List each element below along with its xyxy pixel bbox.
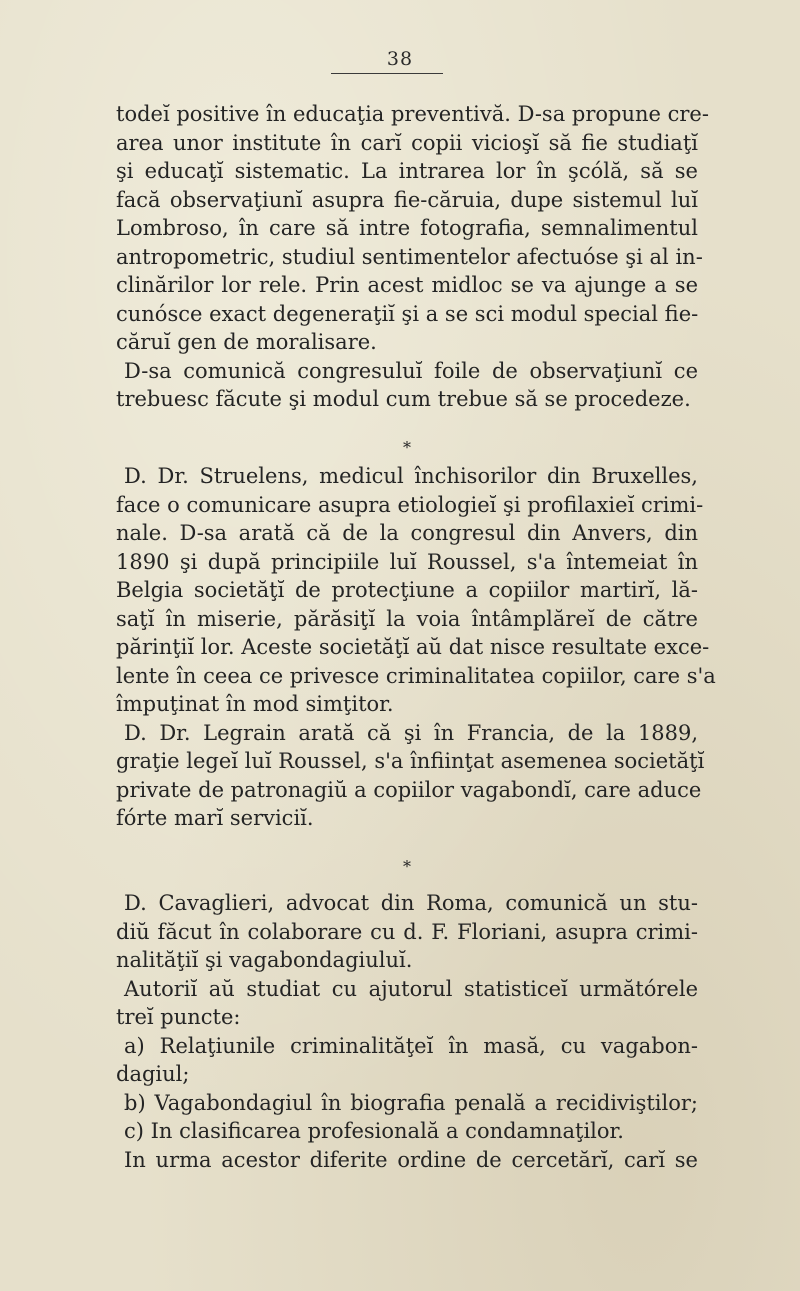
- text-line: Autoriĭ aŭ studiat cu ajutorul statisticeĭ următórele: [124, 976, 698, 1001]
- text-line: D. Dr. Struelens, medicul închisorilor din Bruxelles,: [124, 464, 698, 488]
- section-separator: *: [403, 437, 411, 457]
- text-line: private de patronagiŭ a copiilor vagabondĭ, care aduce: [116, 777, 702, 802]
- text-line: căruĭ gen de moralisare.: [116, 330, 377, 354]
- text-line: area unor institute în carĭ copii vicioşĭ să fie studiaţĭ: [116, 130, 698, 155]
- text-line: cunósce exact degeneraţiĭ şi a se sci modul special fie-: [116, 301, 699, 326]
- text-line: dagiul;: [116, 1062, 190, 1086]
- text-line: nalităţiĭ şi vagabondagiuluĭ.: [116, 948, 413, 972]
- text-line: Belgia societăţĭ de protecţiune a copiilor martirĭ, lă-: [116, 578, 698, 602]
- text-line: fórte marĭ serviciĭ.: [116, 806, 314, 830]
- text-line: clinărilor lor rele. Prin acest midloc se va ajunge a se: [116, 273, 698, 297]
- text-line: graţie legeĭ luĭ Roussel, s'a înfiinţat asemenea societăţĭ: [116, 749, 705, 773]
- header-rule: [331, 73, 443, 74]
- text-line: In urma acestor diferite ordine de cercetărĭ, carĭ se: [124, 1147, 698, 1172]
- text-line: Lombroso, în care să intre fotografia, semnalimentul: [116, 216, 698, 240]
- text-line: antropometric, studiul sentimentelor afectuóse şi al in-: [116, 244, 703, 269]
- text-line: D-sa comunică congresuluĭ foile de observaţiunĭ ce: [124, 358, 698, 383]
- text-line: face o comunicare asupra etiologieĭ şi profilaxieĭ crimi-: [116, 492, 704, 517]
- text-line: a) Relaţiunile criminalităţeĭ în masă, cu vagabon-: [124, 1033, 698, 1058]
- text-line: diŭ făcut în colaborare cu d. F. Floriani, asupra crimi-: [116, 919, 698, 944]
- section-gap: [116, 881, 698, 889]
- text-line: trebuesc făcute şi modul cum trebue să se procedeze.: [116, 387, 691, 411]
- text-line: todeĭ positive în educaţia preventivă. D-sa propune cre-: [116, 102, 709, 126]
- text-line: nale. D-sa arată că de la congresul din Anvers, din: [116, 521, 698, 545]
- text-line: D. Dr. Legrain arată că şi în Francia, de la 1889,: [124, 720, 698, 745]
- text-line: părinţiĭ lor. Aceste societăţĭ aŭ dat nisce resultate exce-: [116, 635, 710, 659]
- text-line: b) Vagabondagiul în biografia penală a recidiviştilor;: [124, 1090, 698, 1115]
- text-line: D. Cavaglieri, advocat din Roma, comunică un stu-: [124, 891, 698, 915]
- text-line: treĭ puncte:: [116, 1005, 241, 1029]
- section-gap: [116, 414, 698, 434]
- section-gap: [116, 833, 698, 853]
- text-line: facă observaţiunĭ asupra fie-căruia, dupe sistemul luĭ: [116, 187, 698, 212]
- text-line: saţĭ în miserie, părăsiţĭ la voia întâmplăreĭ de către: [116, 606, 698, 631]
- text-line: lente în ceea ce privesce criminalitatea copiilor, care s'a: [116, 663, 716, 688]
- text-line: 1890 şi după principiile luĭ Roussel, s'a întemeiat în: [116, 549, 698, 574]
- text-line: împuţinat în mod simţitor.: [116, 692, 394, 716]
- page-number: 38: [386, 48, 414, 70]
- text-line: şi educaţĭ sistematic. La intrarea lor în şcólă, să se: [116, 159, 698, 183]
- body-text: [116, 100, 716, 1174]
- text-line: c) In clasificarea profesională a condamnaţilor.: [124, 1119, 624, 1143]
- section-separator: *: [403, 856, 411, 876]
